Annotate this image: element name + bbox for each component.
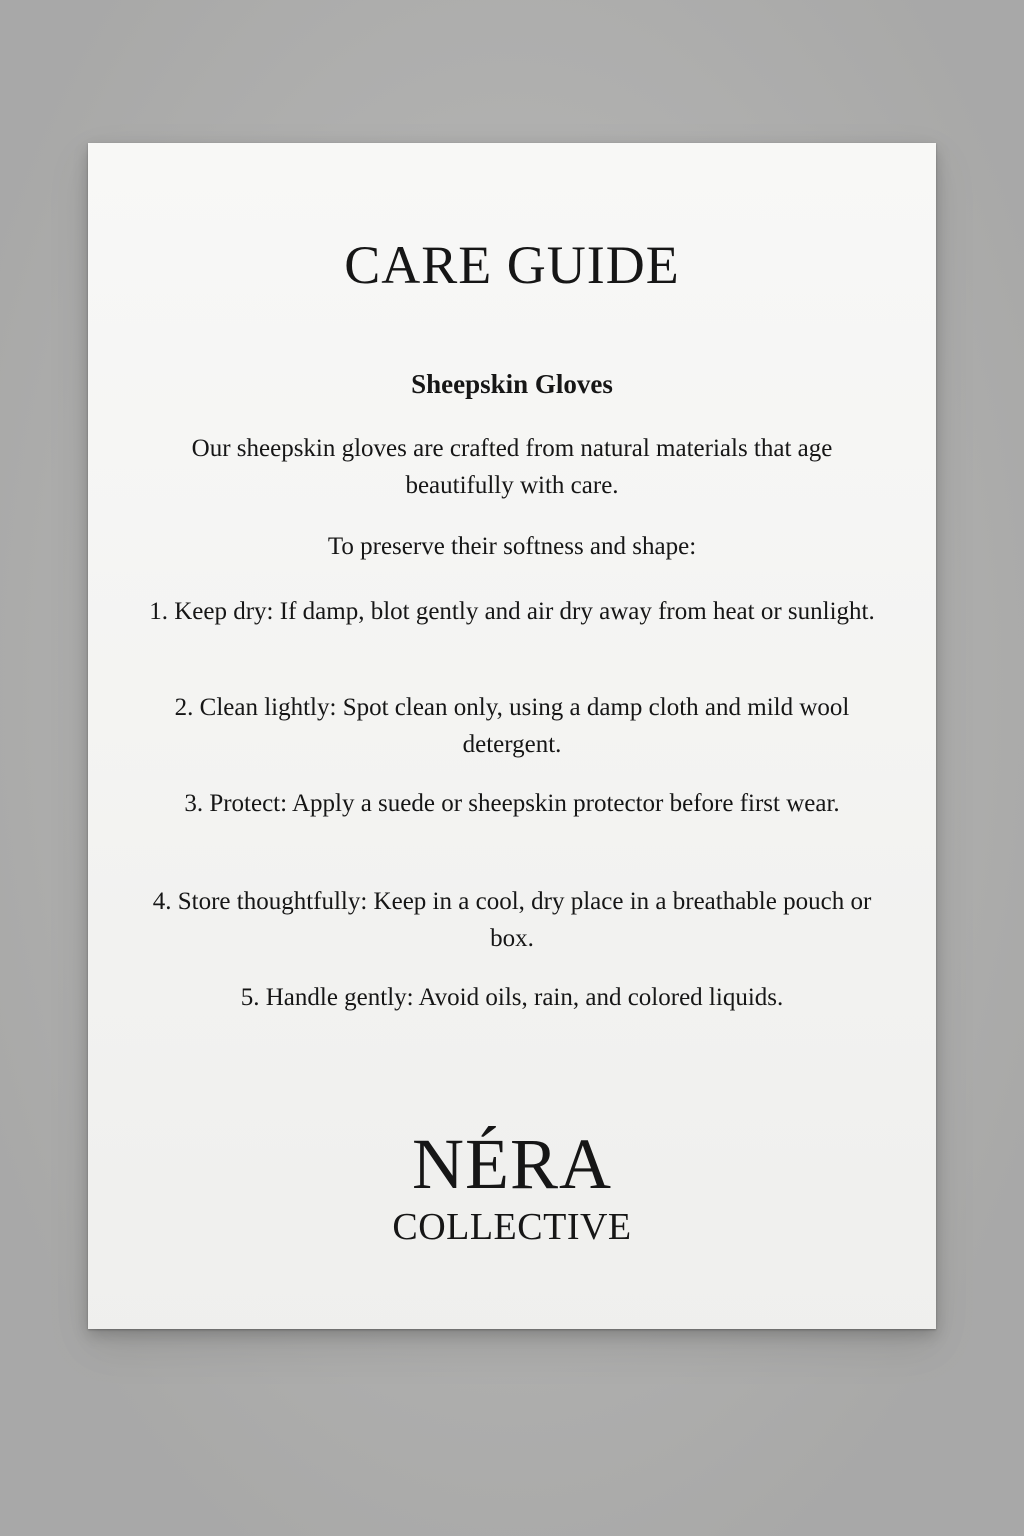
care-step-5: 5. Handle gently: Avoid oils, rain, and colored liquids. [240, 984, 784, 1011]
product-subtitle: Sheepskin Gloves [411, 369, 613, 399]
care-step-4: 4. Store thoughtfully: Keep in a cool, dry place in a breathable pouch or box. [152, 888, 872, 952]
brand-logo [88, 1124, 936, 1248]
care-step-2: 2. Clean lightly: Spot clean only, using a damp cloth and mild wool detergent. [174, 694, 850, 758]
intro-paragraph: Our sheepskin gloves are crafted from natural materials that age beautifully with care. [191, 435, 833, 499]
care-step-1: 1. Keep dry: If damp, blot gently and air dry away from heat or sunlight. [149, 598, 875, 625]
care-step-3: 3. Protect: Apply a suede or sheepskin protector before first wear. [184, 790, 840, 817]
card-title: CARE GUIDE [344, 235, 680, 295]
brand-subtitle: COLLECTIVE [392, 1206, 632, 1248]
brand-name: NÉRA [412, 1124, 612, 1204]
care-guide-card [88, 143, 936, 1329]
lead-paragraph: To preserve their softness and shape: [327, 533, 697, 560]
